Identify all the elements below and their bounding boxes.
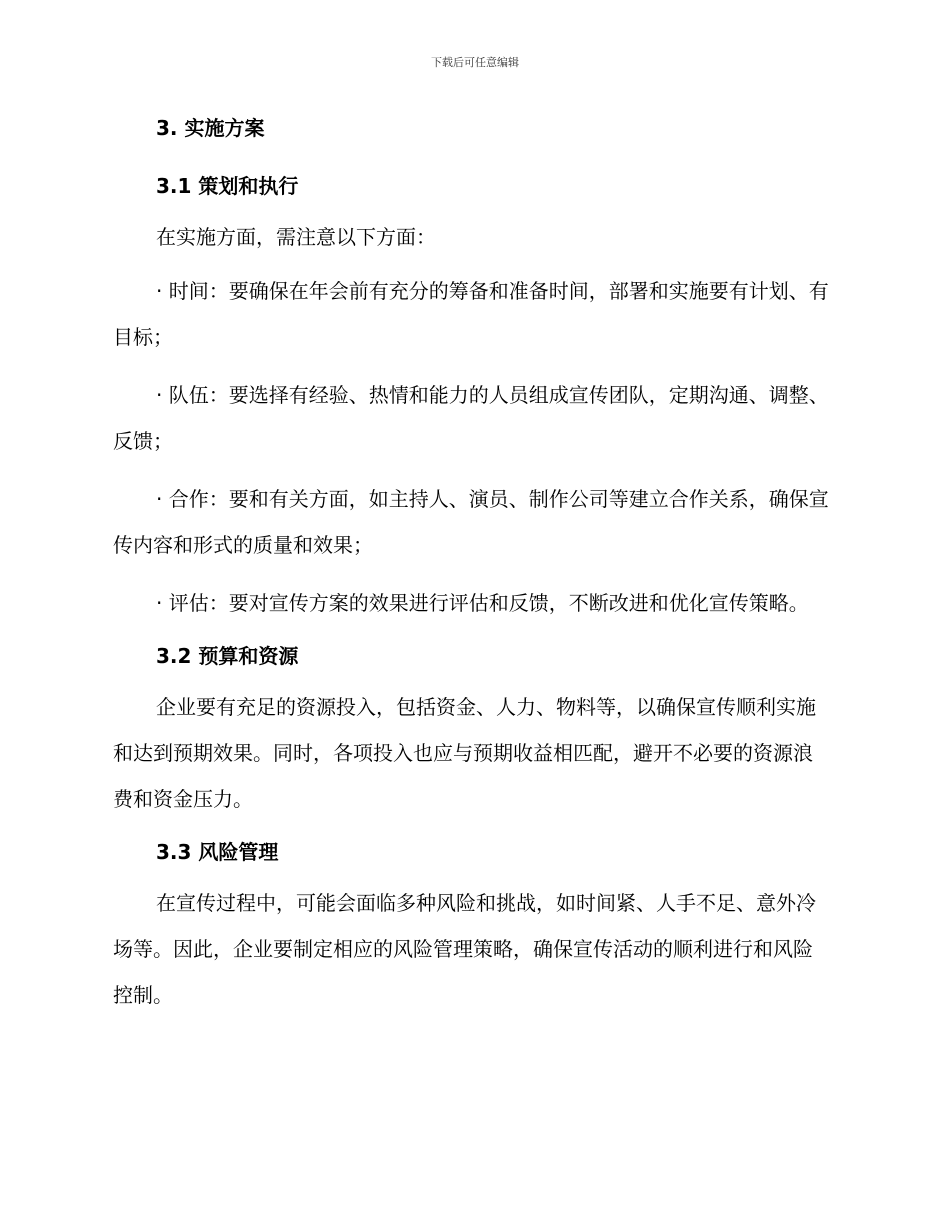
section-3-2-heading: 3.2 预算和资源 — [156, 644, 299, 668]
section-3-1-intro: 在实施方面，需注意以下方面： — [156, 225, 436, 249]
section-3-heading: 3. 实施方案 — [156, 116, 265, 140]
section-3-3-heading: 3.3 风险管理 — [156, 840, 279, 864]
section-3-3-body: 在宣传过程中，可能会面临多种风险和挑战，如时间紧、人手不足、意外冷场等。因此，企业要制定相应的风险管理策略，确保宣传活动的顺利进行和风险控制。 — [113, 891, 816, 1007]
page-header-note: 下载后可任意编辑 — [431, 56, 519, 69]
bullet-team: · 队伍：要选择有经验、热情和能力的人员组成宣传团队，定期沟通、调整、反馈； — [113, 383, 829, 453]
document-body — [113, 112, 831, 1018]
bullet-cooperation: · 合作：要和有关方面，如主持人、演员、制作公司等建立合作关系，确保宣传内容和形式的质量和效果； — [113, 487, 829, 557]
section-3-2-body: 企业要有充足的资源投入，包括资金、人力、物料等，以确保宣传顺利实施和达到预期效果。同时，各项投入也应与预期收益相匹配，避开不必要的资源浪费和资金压力。 — [113, 695, 816, 811]
bullet-time: · 时间：要确保在年会前有充分的筹备和准备时间，部署和实施要有计划、有目标； — [113, 279, 829, 349]
section-3-1-heading: 3.1 策划和执行 — [156, 174, 299, 198]
bullet-evaluation: · 评估：要对宣传方案的效果进行评估和反馈，不断改进和优化宣传策略。 — [156, 591, 809, 615]
